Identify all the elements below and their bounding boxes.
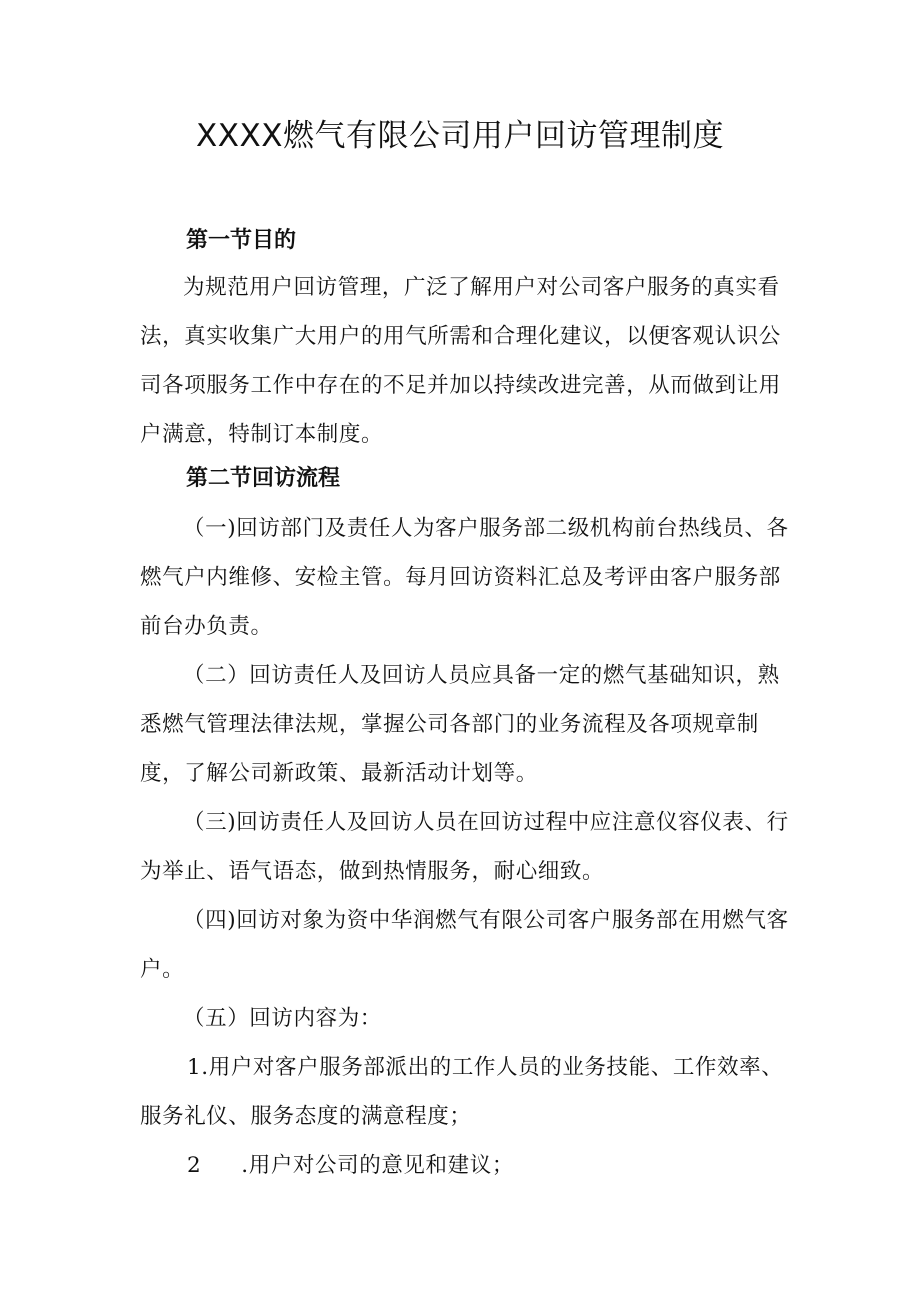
process-item-4: （四)回访对象为资中华润燃气有限公司客户服务部在用燃气客户。 [140, 908, 789, 982]
document-title: XXXX燃气有限公司用户回访管理制度 [196, 118, 724, 154]
purpose-paragraph: 为规范用户回访管理，广泛了解用户对公司客户服务的真实看法，真实收集广大用户的用气所需和合理化建议，以便客观认识公司各项服务工作中存在的不足并加以持续改进完善，从而做到让用户满意，特制订本制度。 [140, 275, 781, 447]
list-text: .用户对公司的意见和建议； [241, 1153, 514, 1178]
process-item-2: （二）回访责任人及回访人员应具备一定的燃气基础知识，熟悉燃气管理法律法规，掌握公司各部门的业务流程及各项规章制度，了解公司新政策、最新活动计划等。 [140, 663, 780, 786]
content-list-item-2 [140, 1141, 790, 1190]
list-number: 1 [187, 1055, 202, 1080]
list-number: 2 [187, 1153, 202, 1178]
content-list-item-1 [140, 1043, 790, 1141]
section-heading-process: 第二节回访流程 [186, 466, 341, 491]
section-heading-purpose: 第一节目的 [186, 228, 297, 253]
list-text: .用户对客户服务部派出的工作人员的业务技能、工作效率、服务礼仪、服务态度的满意程度； [140, 1055, 784, 1129]
process-item-5: （五）回访内容为： [183, 1006, 382, 1031]
process-item-3: （三)回访责任人及回访人员在回访过程中应注意仪容仪表、行为举止、语气语态，做到热情服务，耐心细致。 [140, 810, 789, 884]
process-item-1: （一)回访部门及责任人为客户服务部二级机构前台热线员、各燃气户内维修、安检主管。每月回访资料汇总及考评由客户服务部前台办负责。 [140, 516, 789, 639]
